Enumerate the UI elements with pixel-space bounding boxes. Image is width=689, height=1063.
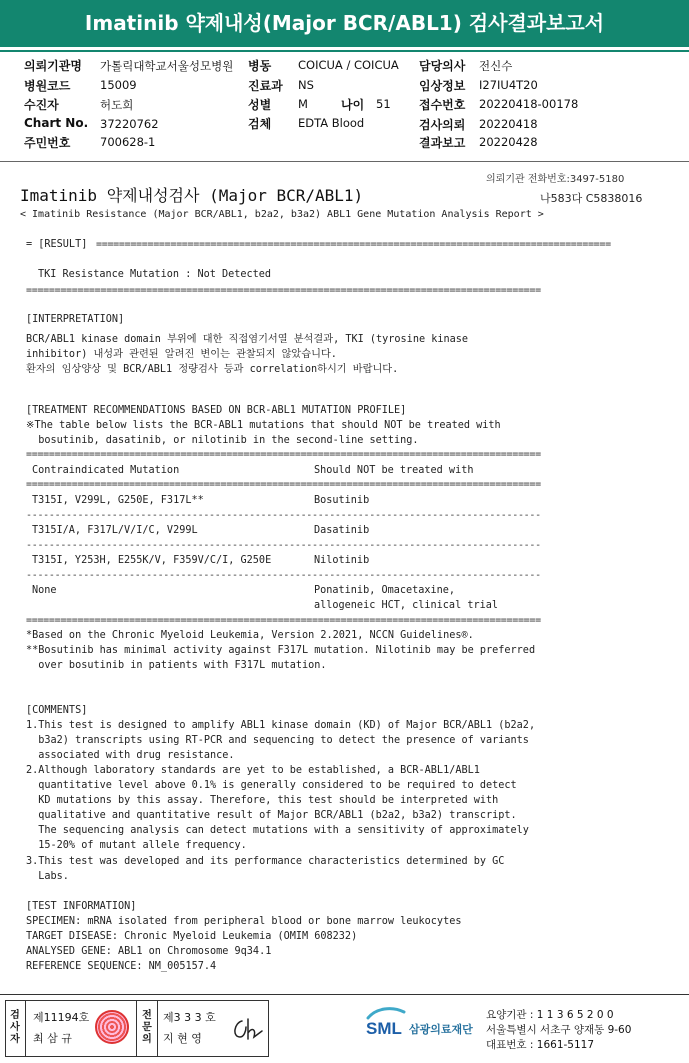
handwritten-signature-icon — [228, 1015, 264, 1043]
comment-line: quantitative level above 0.1% is generally considered to be required to detect — [26, 780, 517, 791]
comments-header: [COMMENTS] — [26, 705, 88, 716]
report-subtitle: < Imatinib Resistance (Major BCR/ABL1, b2a2, b3a2) ABL1 Gene Mutation Analysis Report > — [20, 209, 544, 220]
label-patient: 수진자 — [24, 98, 59, 112]
value-hospital-code: 15009 — [100, 78, 137, 92]
specialist-name: 지 현 영 — [163, 1032, 202, 1045]
company-name: 삼광의료재단 — [409, 1023, 473, 1036]
value-department: NS — [298, 78, 314, 92]
value-ward: COICUA / COICUA — [298, 58, 399, 72]
official-seal-icon — [95, 1010, 129, 1044]
comment-line: Labs. — [26, 871, 69, 882]
comment-line: 2.Although laboratory standards are yet to be established, a BCR-ABL1/ABL1 — [26, 765, 480, 776]
specialist-license-no: 제3 3 3 호 — [163, 1011, 216, 1024]
banner-title: Imatinib 약제내성(Major BCR/ABL1) 검사결과보고서 — [84, 11, 605, 35]
comment-line: b3a2) transcripts using RT-PCR and sequencing to detect the presence of variants — [26, 735, 529, 746]
treatment-note-line: ※The table below lists the BCR-ABL1 mutations that should NOT be treated with — [26, 420, 501, 431]
table-col1-header: Contraindicated Mutation — [32, 465, 180, 476]
table-row-rule: ------------------------------------------------------------------------------------------ — [26, 510, 541, 521]
label-specimen: 검체 — [248, 117, 272, 131]
table-row-mutation: T315I, Y253H, E255K/V, F359V/C/I, G250E — [32, 555, 272, 566]
label-report-date: 결과보고 — [419, 136, 466, 150]
comment-line: 3.This test was developed and its performance characteristics determined by GC — [26, 856, 505, 867]
interpretation-line: inhibitor) 내성과 관련된 알려진 변이는 관찰되지 않았습니다. — [26, 349, 337, 360]
label-receipt-no: 접수번호 — [419, 98, 466, 112]
test-info-line: REFERENCE SEQUENCE: NM_005157.4 — [26, 961, 217, 972]
label-ward: 병동 — [248, 59, 272, 73]
treatment-header: [TREATMENT RECOMMENDATIONS BASED ON BCR-ABL1 MUTATION PROFILE] — [26, 405, 407, 416]
value-resident-no: 700628-1 — [100, 135, 156, 149]
result-header: = [RESULT] — [26, 239, 94, 250]
comment-line: KD mutations by this assay. Therefore, this test should be interpreted with — [26, 795, 499, 806]
signature-divider — [136, 1001, 137, 1056]
table-row-mutation: T315I/A, F317L/V/I/C, V299L — [32, 525, 198, 536]
test-info-line: SPECIMEN: mRNA isolated from peripheral blood or bone marrow leukocytes — [26, 916, 462, 927]
value-sex: M — [298, 97, 308, 111]
treatment-note-line: bosutinib, dasatinib, or nilotinib in the second-line setting. — [26, 435, 419, 446]
label-request-date: 검사의뢰 — [419, 118, 466, 132]
label-chart-no: Chart No. — [24, 116, 89, 130]
header-divider — [0, 161, 689, 162]
label-doctor: 담당의사 — [419, 59, 466, 73]
footnote-line: over bosutinib in patients with F317L mutation. — [26, 660, 327, 671]
result-text: TKI Resistance Mutation : Not Detected — [38, 269, 272, 280]
comment-line: qualitative and quantitative result of Major BCR/ABL1 (b2a2, b3a2) transcript. — [26, 810, 517, 821]
company-address: 서울특별시 서초구 양재동 9-60 — [486, 1024, 632, 1036]
test-info-line: ANALYSED GENE: ABL1 on Chromosome 9q34.1 — [26, 946, 272, 957]
result-end-rule: ========================================================================================== — [26, 285, 541, 296]
signature-divider — [25, 1001, 26, 1056]
value-specimen: EDTA Blood — [298, 116, 365, 130]
interpretation-line: 환자의 임상양상 및 BCR/ABL1 정량검사 등과 correlation하시기 바랍니다. — [26, 364, 399, 375]
footnote-line: **Bosutinib has minimal activity against F317L mutation. Nilotinib may be preferred — [26, 645, 536, 656]
test-info-line: TARGET DISEASE: Chronic Myeloid Leukemia (OMIM 608232) — [26, 931, 358, 942]
interpretation-header: [INTERPRETATION] — [26, 314, 125, 325]
value-age: 51 — [376, 97, 391, 111]
report-title: Imatinib 약제내성검사 (Major BCR/ABL1) — [20, 186, 364, 205]
table-header-rule: ========================================================================================== — [26, 479, 541, 490]
comment-line: associated with drug resistance. — [26, 750, 235, 761]
label-age: 나이 — [341, 98, 365, 112]
value-clinical-info: I27IU4T20 — [479, 78, 538, 92]
result-header-rule: ========================================================================================== — [96, 239, 611, 250]
table-row-mutation: None — [32, 585, 57, 596]
institution-phone: 의뢰기관 전화번호:3497-5180 — [486, 174, 625, 185]
test-info-header: [TEST INFORMATION] — [26, 901, 137, 912]
banner-underline — [0, 50, 689, 52]
inspector-label: 검사자 — [10, 1010, 20, 1045]
label-resident-no: 주민번호 — [24, 136, 71, 150]
inspector-license-no: 제11194호 — [33, 1011, 90, 1024]
table-row-drug: Dasatinib — [314, 525, 370, 536]
table-row-drug: Bosutinib — [314, 495, 370, 506]
label-hospital-code: 병원코드 — [24, 79, 71, 93]
value-patient: 허도희 — [100, 98, 134, 112]
table-row-drug: Nilotinib — [314, 555, 370, 566]
interpretation-line: BCR/ABL1 kinase domain 부위에 대한 직접염기서열 분석결과, TKI (tyrosine kinase — [26, 334, 469, 345]
comment-line: The sequencing analysis can detect mutations with a sensitivity of approximately — [26, 825, 529, 836]
label-clinical-info: 임상정보 — [419, 79, 466, 93]
label-institution: 의뢰기관명 — [24, 59, 82, 73]
comment-line: 1.This test is designed to amplify ABL1 kinase domain (KD) of Major BCR/ABL1 (b2a2, — [26, 720, 536, 731]
table-row-mutation: T315I, V299L, G250E, F317L** — [32, 495, 204, 506]
sml-logo-text: SML — [366, 1019, 402, 1038]
table-row-drug-continued: allogeneic HCT, clinical trial — [314, 600, 499, 611]
footer-divider — [0, 994, 689, 995]
table-col2-header: Should NOT be treated with — [314, 465, 474, 476]
comment-line: 15-20% of mutant allele frequency. — [26, 840, 247, 851]
footnote-line: *Based on the Chronic Myeloid Leukemia, Version 2.2021, NCCN Guidelines®. — [26, 630, 474, 641]
table-bottom-rule: ========================================================================================== — [26, 615, 541, 626]
report-banner — [0, 0, 689, 47]
table-row-rule: ------------------------------------------------------------------------------------------ — [26, 540, 541, 551]
value-doctor: 전신수 — [479, 59, 513, 73]
inspector-name: 최 삼 규 — [33, 1032, 72, 1045]
value-request-date: 20220418 — [479, 117, 538, 131]
value-institution: 가톨릭대학교서울성모병원 — [100, 59, 234, 73]
label-department: 진료과 — [248, 79, 283, 93]
sml-logo-swoosh-icon — [366, 1006, 406, 1020]
org-code: 요양기관 : 1 1 3 6 5 2 0 0 — [486, 1009, 614, 1021]
value-report-date: 20220428 — [479, 135, 538, 149]
signature-box — [5, 1000, 269, 1057]
signature-divider — [157, 1001, 158, 1056]
report-code: 나583다 C5838016 — [540, 192, 643, 205]
company-tel: 대표번호 : 1661-5117 — [486, 1039, 595, 1051]
table-row-drug: Ponatinib, Omacetaxine, — [314, 585, 456, 596]
specialist-label: 전문의 — [142, 1010, 152, 1045]
table-top-rule: ========================================================================================== — [26, 449, 541, 460]
label-sex: 성별 — [248, 98, 272, 112]
value-chart-no: 37220762 — [100, 117, 159, 131]
table-row-rule: ------------------------------------------------------------------------------------------ — [26, 570, 541, 581]
value-receipt-no: 20220418-00178 — [479, 97, 579, 111]
